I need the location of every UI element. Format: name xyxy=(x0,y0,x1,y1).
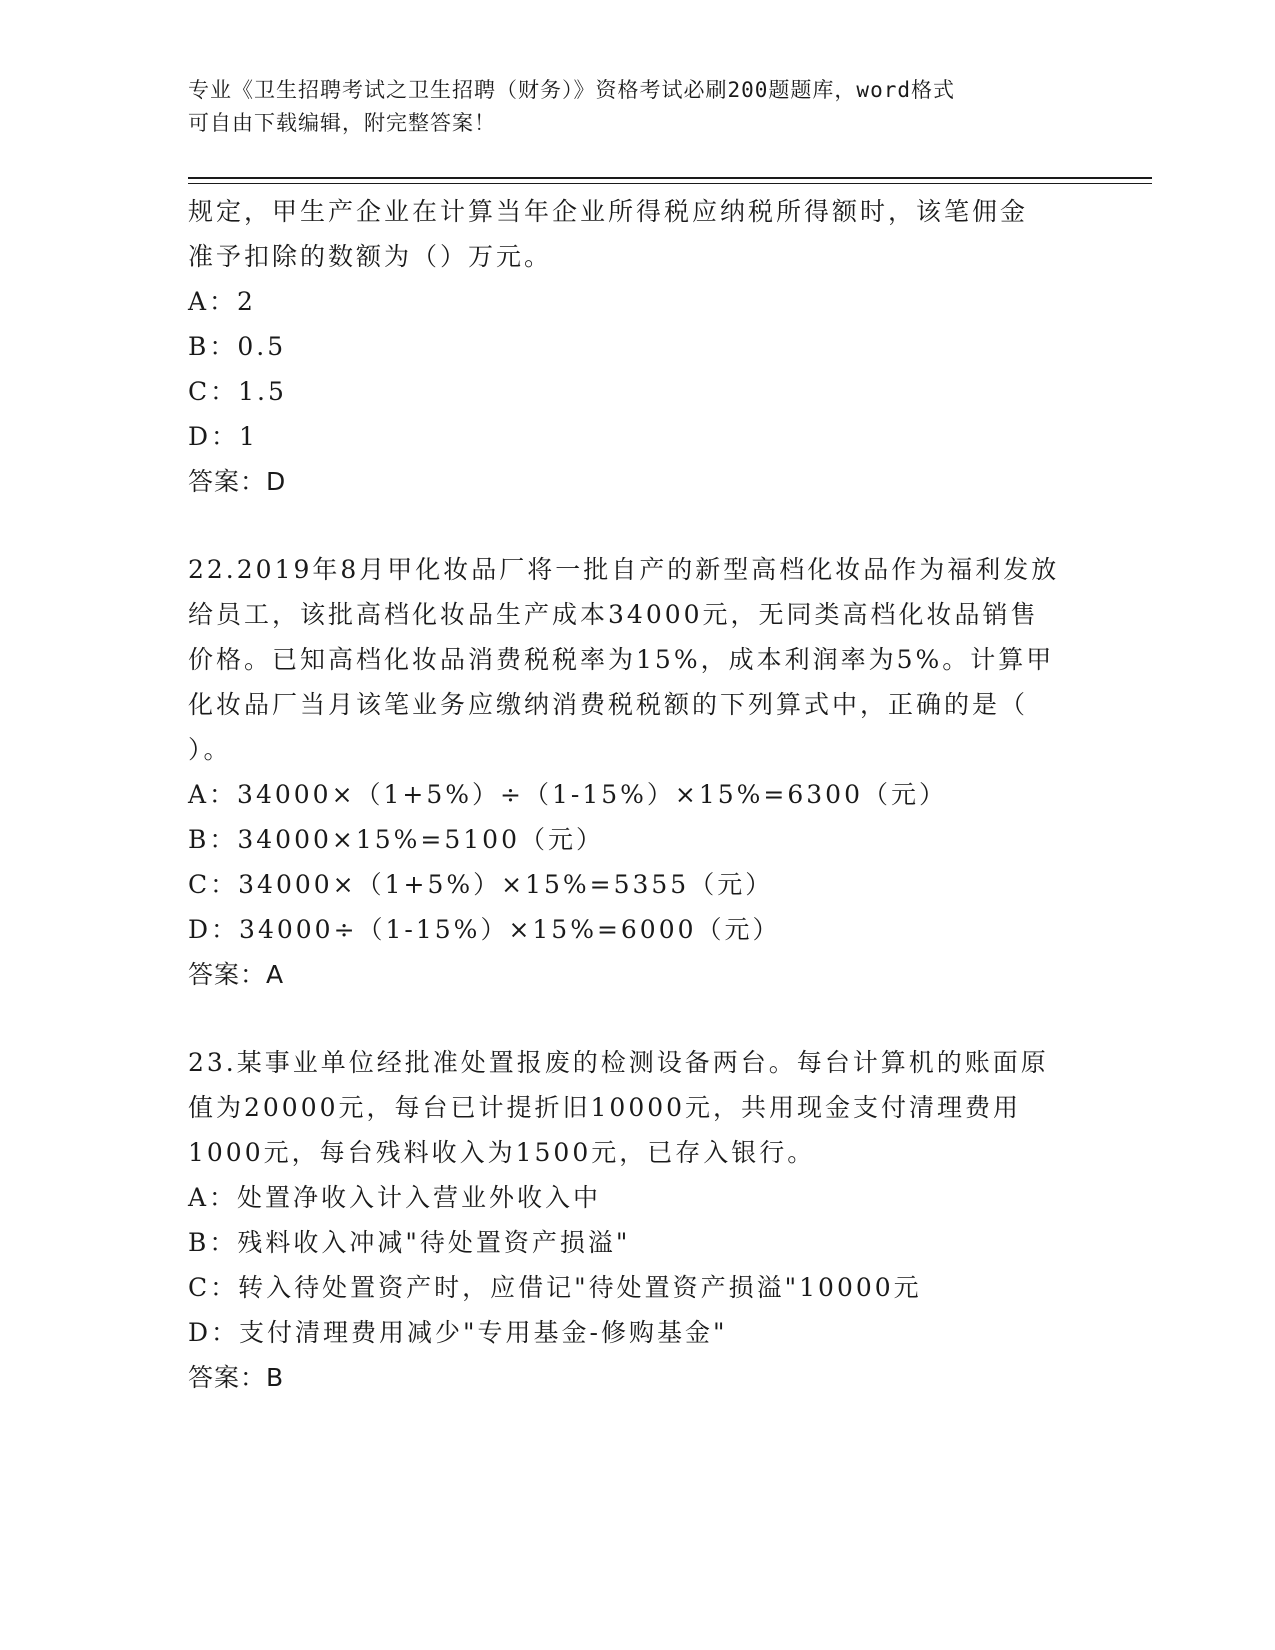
question-22 xyxy=(188,547,1088,997)
option-a: A：34000×（1+5%）÷（1-15%）×15%=6300（元） xyxy=(188,780,947,809)
question-stem-line: 22.2019年8月甲化妆品厂将一批自产的新型高档化妆品作为福利发放 xyxy=(188,555,1060,584)
option-d: D：1 xyxy=(188,422,258,451)
question-stem-line: 23.某事业单位经批准处置报废的检测设备两台。每台计算机的账面原 xyxy=(188,1048,1049,1077)
question-21 xyxy=(188,189,1088,504)
option-a: A：处置净收入计入营业外收入中 xyxy=(188,1183,602,1212)
option-a: A：2 xyxy=(188,287,256,316)
question-stem-line: 准予扣除的数额为（）万元。 xyxy=(188,242,553,271)
question-stem-line: 值为20000元，每台已计提折旧10000元，共用现金支付清理费用 xyxy=(188,1093,1022,1122)
header-title-line-1: 专业《卫生招聘考试之卫生招聘（财务）》资格考试必刷200题题库，word格式 xyxy=(188,78,955,102)
option-b: B：残料收入冲减"待处置资产损溢" xyxy=(188,1228,631,1257)
question-stem-line: 给员工，该批高档化妆品生产成本34000元，无同类高档化妆品销售 xyxy=(188,600,1039,629)
answer-line: 答案：B xyxy=(188,1363,285,1392)
option-d: D：34000÷（1-15%）×15%=6000（元） xyxy=(188,915,781,944)
question-stem-line: ）。 xyxy=(188,735,232,764)
answer-line: 答案：A xyxy=(188,960,285,989)
page-header xyxy=(188,74,1088,140)
option-c: C：转入待处置资产时，应借记"待处置资产损溢"10000元 xyxy=(188,1273,922,1302)
question-stem-line: 1000元，每台残料收入为1500元，已存入银行。 xyxy=(188,1138,816,1167)
question-stem-line: 价格。已知高档化妆品消费税税率为15%，成本利润率为5%。计算甲 xyxy=(188,645,1055,674)
option-c: C：34000×（1+5%）×15%=5355（元） xyxy=(188,870,774,899)
option-c: C：1.5 xyxy=(188,377,287,406)
question-stem-line: 规定，甲生产企业在计算当年企业所得税应纳税所得额时，该笔佣金 xyxy=(188,197,1029,226)
question-content xyxy=(188,189,1088,1400)
header-divider-thick xyxy=(188,177,1152,179)
question-23 xyxy=(188,1040,1088,1400)
answer-line: 答案：D xyxy=(188,467,287,496)
option-b: B：0.5 xyxy=(188,332,287,361)
option-b: B：34000×15%=5100（元） xyxy=(188,825,604,854)
option-d: D：支付清理费用减少"专用基金-修购基金" xyxy=(188,1318,728,1347)
header-divider-thin xyxy=(188,183,1152,184)
question-stem-line: 化妆品厂当月该笔业务应缴纳消费税税额的下列算式中，正确的是（ xyxy=(188,690,1029,719)
header-title-line-2: 可自由下载编辑，附完整答案！ xyxy=(188,111,496,135)
